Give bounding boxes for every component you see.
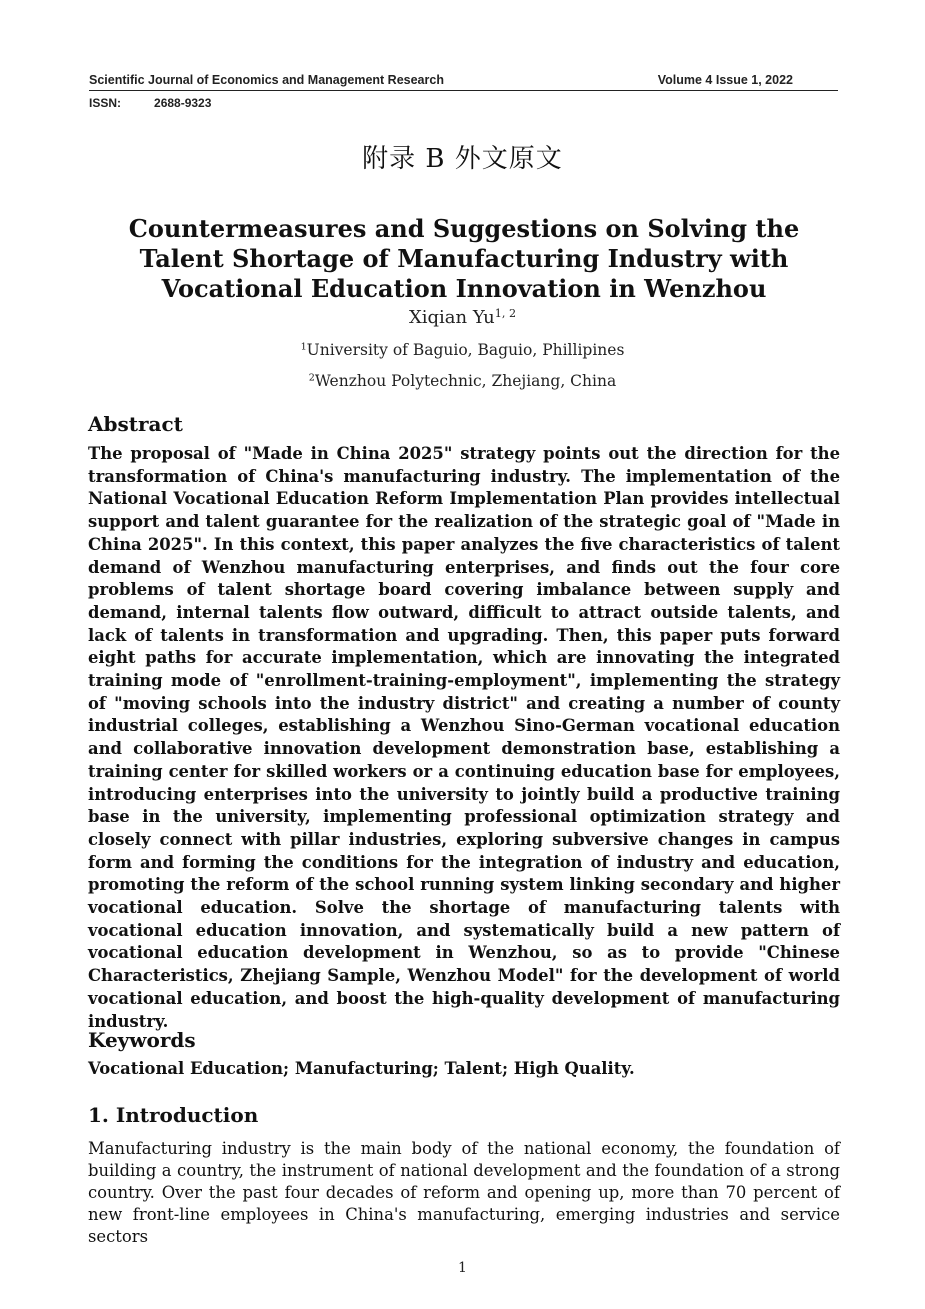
affiliation-2 (0, 372, 925, 390)
author-line (0, 307, 925, 328)
journal-name: Scientific Journal of Economics and Management Research (89, 73, 444, 87)
running-header (89, 73, 838, 87)
abstract-text: The proposal of "Made in China 2025" strategy points out the direction for the transformation of China's manufacturing industry. The implementation of the National Vocational Education Reform Implementation Plan provides intellectual support and talent guarantee for the realization of the strategic goal of "Made in China 2025". In this context, this paper analyzes the five characteristics of talent demand of Wenzhou manufacturing enterprises, and finds out the four core problems of talent shortage board covering imbalance between supply and demand, internal talents flow outward, difficult to attract outside talents, and lack of talents in transformation and upgrading. Then, this paper puts forward eight paths for accurate implementation, which are innovating the integrated training mode of "enrollment-training-employment", implementing the strategy of "moving schools into the industry district" and creating a number of county industrial colleges, establishing a Wenzhou Sino-German vocational education and collaborative innovation development demonstration base, establishing a training center for skilled workers or a continuing education base for employees, introducing enterprises into the university to jointly build a productive training base in the university, implementing professional optimization strategy and closely connect with pillar industries, exploring subversive changes in campus form and forming the conditions for the integration of industry and education, promoting the reform of the school running system linking secondary and higher vocational education. Solve the shortage of manufacturing talents with vocational education innovation, and systematically build a new pattern of vocational education development in Wenzhou, so as to provide "Chinese Characteristics, Zhejiang Sample, Wenzhou Model" for the development of world vocational education, and boost the high-quality development of manufacturing industry. (88, 444, 840, 1031)
introduction-text: Manufacturing industry is the main body of the national economy, the foundation of building a country, the instrument of national development and the foundation of a strong country. Over the past four decades of reform and opening up, more than 70 percent of new front-line employees in China's manufacturing, emerging industries and service sectors (88, 1139, 840, 1246)
issn-line (89, 96, 211, 110)
paper-title: Countermeasures and Suggestions on Solving the Talent Shortage of Manufacturing Industry with Vocational Education Innovation in Wenzhou (128, 214, 800, 303)
affiliation-1-text: University of Baguio, Baguio, Phillipines (306, 341, 625, 359)
affiliation-1-mark: 1 (300, 341, 307, 353)
issn-label: ISSN: (89, 96, 122, 110)
affiliation-2-text: Wenzhou Polytechnic, Zhejiang, China (314, 372, 617, 390)
volume-issue: Volume 4 Issue 1, 2022 (657, 73, 793, 87)
affiliation-2-mark: 2 (308, 372, 315, 384)
header-divider (89, 90, 838, 91)
author-name: Xiqian Yu (408, 307, 495, 328)
keywords-text: Vocational Education; Manufacturing; Talent; High Quality. (88, 1059, 635, 1078)
author-affil-marks: 1, 2 (494, 306, 517, 320)
abstract-heading: Abstract (88, 412, 183, 436)
introduction-heading: 1. Introduction (88, 1103, 259, 1127)
appendix-title: 附录 B 外文原文 (362, 144, 563, 174)
page-number: 1 (458, 1260, 467, 1276)
issn-value: 2688-9323 (154, 96, 212, 110)
affiliation-1 (0, 341, 925, 359)
keywords-heading: Keywords (88, 1028, 196, 1052)
